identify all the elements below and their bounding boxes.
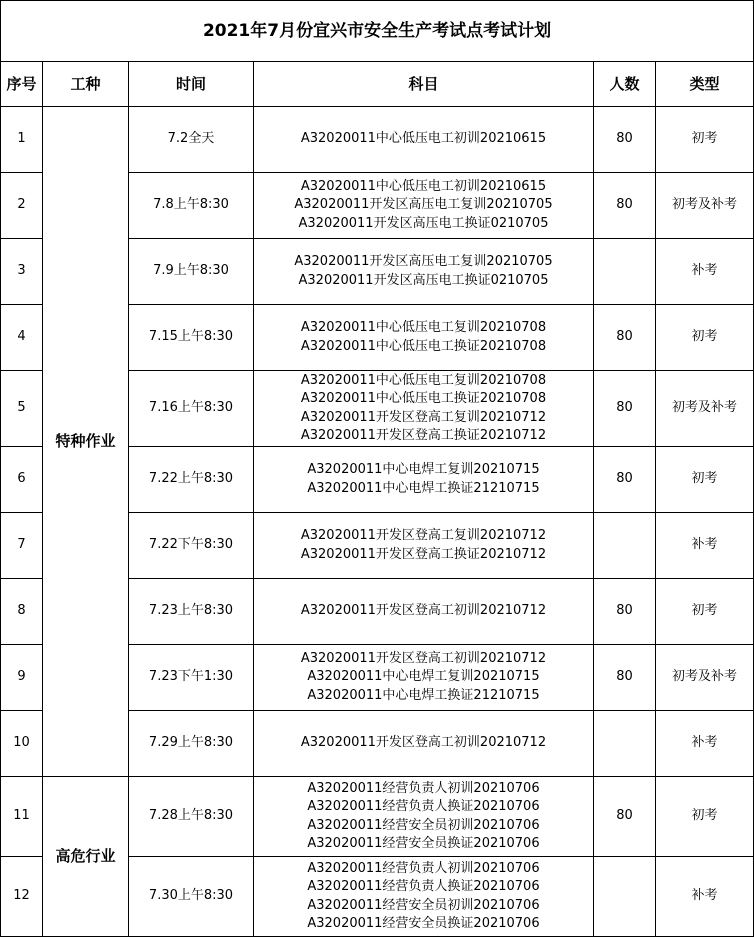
count-cell: [594, 711, 656, 777]
subject-cell: [254, 371, 594, 447]
count-cell: [594, 513, 656, 579]
count-cell: 80: [594, 305, 656, 371]
subject-line: A32020011中心电焊工复训20210715: [307, 669, 540, 685]
subject-line: A32020011中心低压电工初训20210615: [300, 178, 547, 194]
type-cell: 初考: [656, 579, 754, 645]
seq-cell: 10: [1, 711, 43, 777]
header-seq: 序号: [1, 62, 43, 107]
seq-cell: 12: [1, 857, 43, 937]
count-cell: 80: [594, 645, 656, 711]
subject-line: A32020011经营安全员换证20210706: [307, 836, 540, 851]
subject-cell: [254, 107, 594, 173]
subject-cell: [254, 777, 594, 857]
table-row: [1, 107, 754, 173]
seq-cell: 3: [1, 239, 43, 305]
header-count: 人数: [594, 62, 656, 107]
page-title: 2021年7月份宜兴市安全生产考试点考试计划: [1, 1, 754, 62]
subject-line: A32020011中心低压电工初训20210615: [300, 131, 547, 147]
subject-line: A32020011中心电焊工复训20210715: [307, 462, 540, 477]
header-time: 时间: [129, 62, 254, 107]
header-row: [1, 62, 754, 107]
type-cell: 初考: [656, 447, 754, 513]
count-cell: 80: [594, 173, 656, 239]
count-cell: 80: [594, 777, 656, 857]
type-cell: 补考: [656, 239, 754, 305]
subject-line: A32020011经营负责人初训20210706: [307, 780, 540, 796]
type-cell: 初考及补考: [656, 645, 754, 711]
subject-line: A32020011中心电焊工换证21210715: [307, 480, 540, 496]
type-cell: 补考: [656, 513, 754, 579]
time-cell: 7.15上午8:30: [129, 305, 254, 371]
time-cell: 7.29上午8:30: [129, 711, 254, 777]
subject-line: A32020011经营安全员换证20210706: [307, 916, 540, 931]
time-cell: 7.9上午8:30: [129, 239, 254, 305]
header-type: 类型: [656, 62, 754, 107]
subject-cell: [254, 239, 594, 305]
subject-line: A32020011中心低压电工复训20210708: [300, 372, 547, 388]
subject-cell: [254, 173, 594, 239]
subject-line: A32020011开发区登高工换证20210712: [300, 546, 547, 562]
category-cell: 特种作业: [43, 107, 129, 777]
subject-cell: [254, 513, 594, 579]
type-cell: 补考: [656, 857, 754, 937]
subject-line: A32020011中心低压电工换证20210708: [300, 391, 547, 406]
time-cell: 7.8上午8:30: [129, 173, 254, 239]
time-cell: 7.2全天: [129, 107, 254, 173]
time-cell: 7.22下午8:30: [129, 513, 254, 579]
subject-line: A32020011经营负责人换证20210706: [307, 879, 540, 894]
subject-line: A32020011中心低压电工复训20210708: [300, 320, 547, 335]
count-cell: [594, 239, 656, 305]
subject-cell: [254, 857, 594, 937]
subject-cell: [254, 711, 594, 777]
subject-line: A32020011开发区登高工复训20210712: [300, 409, 547, 425]
subject-line: A32020011开发区登高工初训20210712: [300, 735, 547, 751]
type-cell: 初考: [656, 777, 754, 857]
count-cell: 80: [594, 579, 656, 645]
seq-cell: 4: [1, 305, 43, 371]
seq-cell: 5: [1, 371, 43, 447]
subject-line: A32020011经营负责人初训20210706: [307, 860, 540, 876]
subject-line: A32020011经营安全员初训20210706: [307, 897, 540, 913]
time-cell: 7.30上午8:30: [129, 857, 254, 937]
subject-cell: [254, 305, 594, 371]
subject-line: A32020011开发区登高工初训20210712: [300, 650, 547, 666]
subject-cell: [254, 579, 594, 645]
title-row: [1, 1, 754, 62]
time-cell: 7.28上午8:30: [129, 777, 254, 857]
type-cell: 初考: [656, 107, 754, 173]
subject-line: A32020011开发区登高工换证20210712: [300, 428, 547, 443]
type-cell: 补考: [656, 711, 754, 777]
subject-line: A32020011开发区高压电工复训20210705: [294, 254, 553, 269]
type-cell: 初考: [656, 305, 754, 371]
seq-cell: 2: [1, 173, 43, 239]
table-row: [1, 777, 754, 857]
count-cell: 80: [594, 447, 656, 513]
seq-cell: 8: [1, 579, 43, 645]
type-cell: 初考及补考: [656, 173, 754, 239]
subject-line: A32020011开发区高压电工换证0210705: [298, 272, 549, 288]
count-cell: 80: [594, 107, 656, 173]
type-cell: 初考及补考: [656, 371, 754, 447]
subject-line: A32020011中心低压电工换证20210708: [300, 338, 547, 354]
subject-cell: [254, 645, 594, 711]
subject-line: A32020011经营安全员初训20210706: [307, 817, 540, 833]
header-subject: 科目: [254, 62, 594, 107]
seq-cell: 7: [1, 513, 43, 579]
count-cell: 80: [594, 371, 656, 447]
subject-cell: [254, 447, 594, 513]
time-cell: 7.23下午1:30: [129, 645, 254, 711]
header-category: 工种: [43, 62, 129, 107]
subject-line: A32020011中心电焊工换证21210715: [307, 687, 540, 703]
seq-cell: 6: [1, 447, 43, 513]
time-cell: 7.22上午8:30: [129, 447, 254, 513]
subject-line: A32020011开发区登高工复训20210712: [300, 528, 547, 543]
subject-line: A32020011开发区高压电工复训20210705: [294, 197, 553, 213]
subject-line: A32020011开发区高压电工换证0210705: [298, 215, 549, 231]
subject-line: A32020011经营负责人换证20210706: [307, 799, 540, 814]
time-cell: 7.16上午8:30: [129, 371, 254, 447]
category-cell: 高危行业: [43, 777, 129, 937]
seq-cell: 9: [1, 645, 43, 711]
seq-cell: 11: [1, 777, 43, 857]
time-cell: 7.23上午8:30: [129, 579, 254, 645]
seq-cell: 1: [1, 107, 43, 173]
count-cell: [594, 857, 656, 937]
subject-line: A32020011开发区登高工初训20210712: [300, 603, 547, 619]
